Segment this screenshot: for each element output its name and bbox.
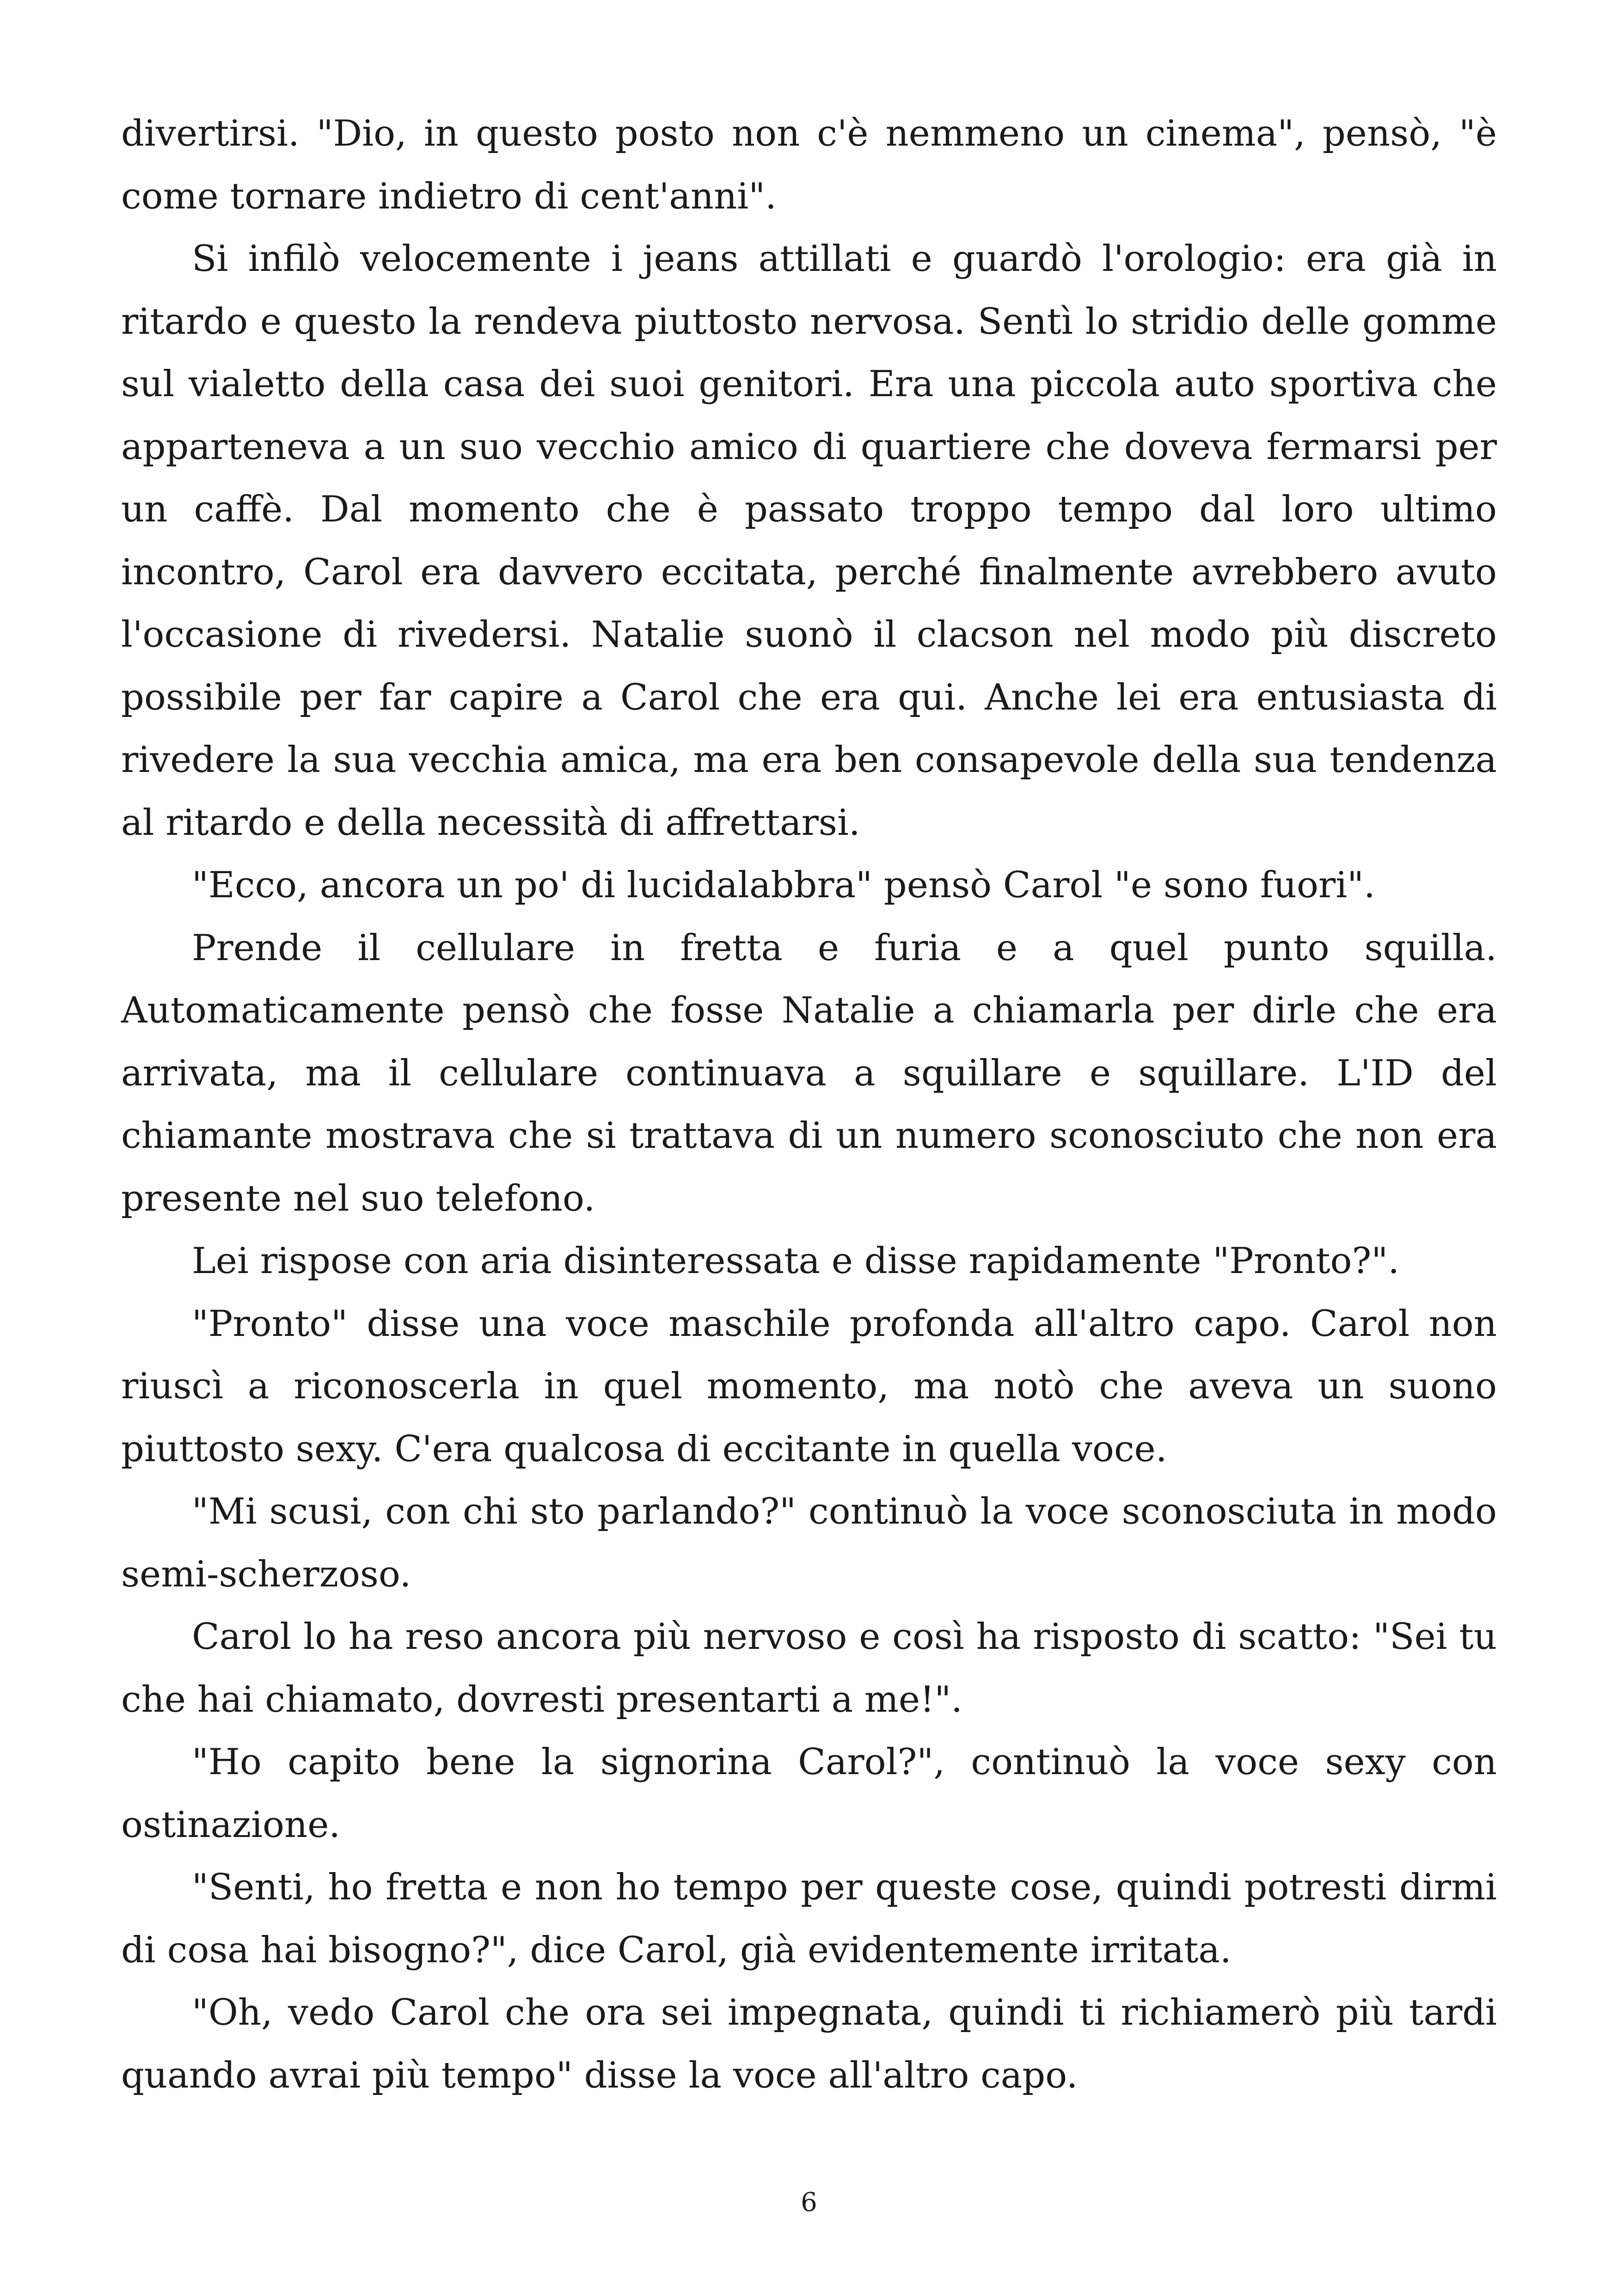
paragraph: Lei rispose con aria disinteressata e disse rapidamente "Pronto?". bbox=[192, 1240, 1400, 1282]
paragraph-continuation: divertirsi. "Dio, in questo posto non c'è nemmeno un cinema", pensò, "è come tornare indietro di cent'anni". bbox=[121, 113, 1497, 217]
paragraph: "Mi scusi, con chi sto parlando?" continuò la voce sconosciuta in modo semi-scherzoso. bbox=[121, 1491, 1497, 1595]
paragraph: "Oh, vedo Carol che ora sei impegnata, quindi ti richiamerò più tardi quando avrai più tempo" disse la voce all'altro capo. bbox=[121, 1992, 1497, 2096]
paragraph: Si infilò velocemente i jeans attillati e guardò l'orologio: era già in ritardo e questo la rendeva piuttosto nervosa. Sentì lo stridio delle gomme sul vialetto della casa dei suoi genitori. Era una piccola auto sportiva che apparteneva a un suo vecchio amico di quartiere che doveva fermarsi per un caffè. Dal momento che è passato troppo tempo dal loro ultimo incontro, Carol era davvero eccitata, perché finalmente avrebbero avuto l'occasione di rivedersi. Natalie suonò il clacson nel modo più discreto possibile per far capire a Carol che era qui. Anche lei era entusiasta di rivedere la sua vecchia amica, ma era ben consapevole della sua tendenza al ritardo e della necessità di affrettarsi. bbox=[121, 238, 1497, 844]
paragraph: Carol lo ha reso ancora più nervoso e così ha risposto di scatto: "Sei tu che hai chiamato, dovresti presentarti a me!". bbox=[121, 1616, 1497, 1720]
page-number: 6 bbox=[801, 2187, 817, 2217]
paragraph: Prende il cellulare in fretta e furia e a quel punto squilla. Automaticamente pensò che fosse Natalie a chiamarla per dirle che era arrivata, ma il cellulare continuava a squillare e squillare. L'ID del chiamante mostrava che si trattava di un numero sconosciuto che non era presente nel suo telefono. bbox=[121, 927, 1497, 1219]
paragraph: "Ho capito bene la signorina Carol?", continuò la voce sexy con ostinazione. bbox=[121, 1741, 1497, 1846]
paragraph: "Senti, ho fretta e non ho tempo per queste cose, quindi potresti dirmi di cosa hai bisogno?", dice Carol, già evidentemente irritata. bbox=[121, 1867, 1497, 1971]
body-text bbox=[121, 103, 1497, 2107]
paragraph: "Pronto" disse una voce maschile profonda all'altro capo. Carol non riuscì a riconoscerla in quel momento, ma notò che aveva un suono piuttosto sexy. C'era qualcosa di eccitante in quella voce. bbox=[121, 1303, 1497, 1470]
paragraph: "Ecco, ancora un po' di lucidalabbra" pensò Carol "e sono fuori". bbox=[192, 864, 1375, 906]
